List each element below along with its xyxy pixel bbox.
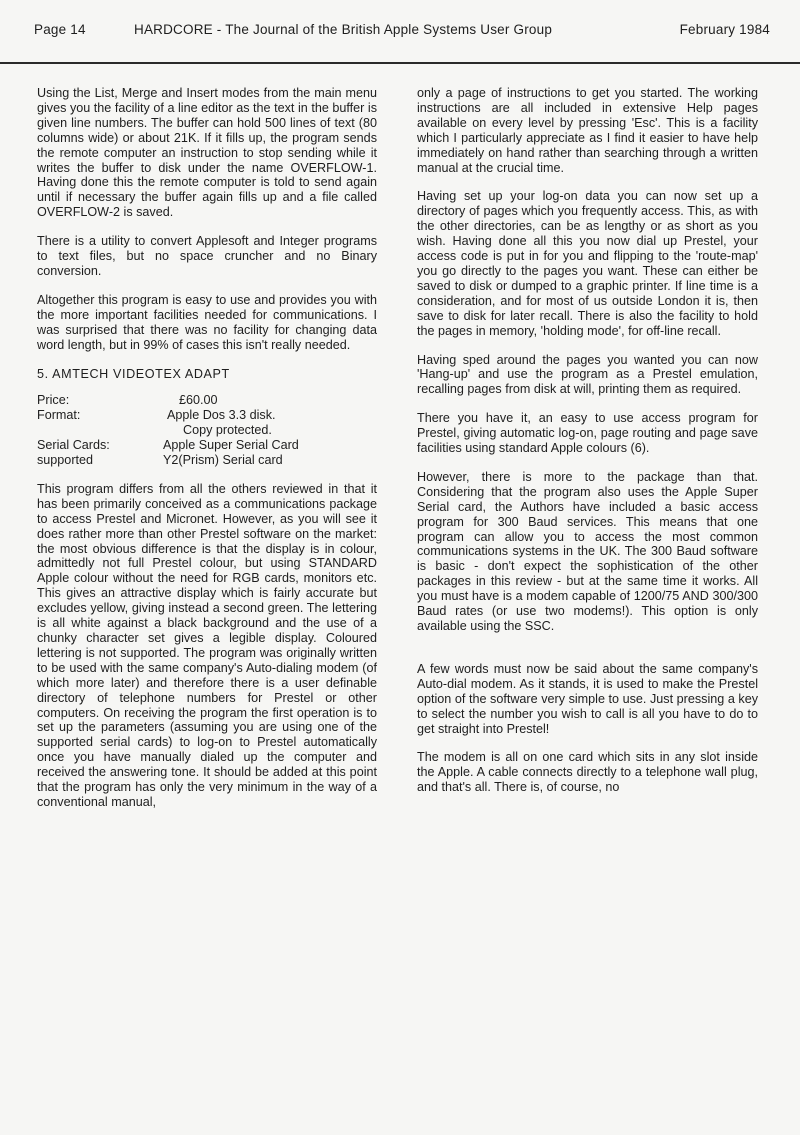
paragraph: Having sped around the pages you wanted you can now 'Hang-up' and use the program as a Prestel emulation, recalling pages from disk at will, printing them as required. — [417, 352, 758, 397]
left-column — [37, 86, 377, 824]
spacer — [417, 648, 758, 662]
paragraph: Altogether this program is easy to use and provides you with the more important facilities needed for communications. I was surprised that there was no facility for changing data word length, but in 99% of cases this isn't really needed. — [37, 292, 377, 352]
paragraph: Having set up your log-on data you can now set up a directory of pages which you frequently access. This, as with the other directories, can be as lengthy or as short as you wish. Having done all this you now dial up Prestel, your access code is put in for you and flipping to the 'route-map' you go directly to the pages you want. These can either be saved to disk or dumped to a graphic printer. If line time is a consideration, and for most of us outside London it is, then save to disk for later recall. There is also the facility to hold the pages in memory, 'holding mode', for off-line recall. — [417, 189, 758, 338]
paragraph: However, there is more to the package than that. Considering that the program also uses the Apple Super Serial card, the Authors have included a basic access program for 300 Baud services. This means that one program can allow you to access the most common communications systems in the UK. The 300 Baud software is basic - don't expect the sophistication of the other packages in this review - but at the same time it works. All you must have is a modem capable of 1200/75 AND 300/300 Baud rates (or use two modems!). This option is only available using the SSC. — [417, 469, 758, 633]
spec-label: Price: — [37, 393, 70, 408]
paragraph: There you have it, an easy to use access program for Prestel, giving automatic log-on, page routing and page save facilities using standard Apple colours (6). — [417, 411, 758, 456]
spec-value: Apple Super Serial Card — [163, 438, 299, 453]
header-rule — [0, 62, 800, 64]
paragraph: There is a utility to convert Applesoft and Integer programs to text files, but no space cruncher and no Binary conversion. — [37, 234, 377, 278]
spec-value: Y2(Prism) Serial card — [163, 453, 283, 468]
paragraph: Using the List, Merge and Insert modes from the main menu gives you the facility of a line editor as the text in the buffer is given line numbers. The buffer can hold 500 lines of text (80 columns wide) or about 21K. If it fills up, the program sends the remote computer an instruction to stop sending while it writes the buffer to disk under the name OVERFLOW-1. Having done this the remote computer is told to send again until if necessary the buffer again fills up and a file called OVERFLOW-2 is saved. — [37, 86, 377, 220]
spec-row — [37, 453, 377, 468]
page-number: Page 14 — [34, 22, 86, 37]
paragraph: The modem is all on one card which sits in any slot inside the Apple. A cable connects directly to a telephone wall plug, and that's all. There is, of course, no — [417, 750, 758, 795]
paragraph: only a page of instructions to get you started. The working instructions are all included in extensive Help pages available on every level by pressing 'Esc'. This is a facility which I particularly appreciate as I find it easier to have help immediately on hand rather than searching through a written manual at the crucial time. — [417, 86, 758, 175]
spec-row — [37, 438, 377, 453]
paragraph: This program differs from all the others reviewed in that it has been primarily conceived as a communications package to access Prestel and Micronet. However, as you will see it does rather more than other Prestel software on the market: the most obvious difference is that the display is in colour, admittedly not full Prestel colour, but using STANDARD Apple colour without the need for RGB cards, monitors etc. This gives an attractive display which is fairly accurate but excludes yellow, giving instead a second green. The lettering is all white against a black background and the use of a chunky character set gives a legible display. Coloured lettering is not supported. The program was originally written to be used with the same company's Auto-dialing modem (of which more later) and therefore there is a user definable directory of telephone numbers for Prestel or other computers. On receiving the program the first operation is to set up the parameters (assuming you are using one of the supported serial cards) to log-on to Prestel automatically once you have manually dialed up the computer and received the answering tone. It should be added at this point that the program has only the very minimum in the way of a conventional manual, — [37, 481, 377, 809]
spec-label: Format: — [37, 408, 81, 423]
paragraph: A few words must now be said about the same company's Auto-dial modem. As it stands, it is used to make the Prestel option of the software very simple to use. Just pressing a key to select the number you wish to call is all you have to do to get straight into Prestel! — [417, 661, 758, 736]
spec-row — [37, 423, 377, 438]
spec-value: Apple Dos 3.3 disk. — [167, 408, 276, 423]
spec-value: £60.00 — [179, 393, 218, 408]
spec-row — [37, 408, 377, 423]
journal-title: HARDCORE - The Journal of the British Apple Systems User Group — [134, 22, 553, 37]
right-column — [417, 86, 758, 809]
spec-row — [37, 393, 377, 408]
spec-label: Serial Cards: — [37, 438, 110, 453]
spec-label: supported — [37, 453, 94, 468]
issue-date: February 1984 — [679, 22, 770, 37]
spec-table — [37, 393, 377, 468]
section-heading: 5. AMTECH VIDEOTEX ADAPT — [37, 366, 230, 381]
spec-value: Copy protected. — [183, 423, 272, 438]
page-header — [34, 16, 770, 46]
